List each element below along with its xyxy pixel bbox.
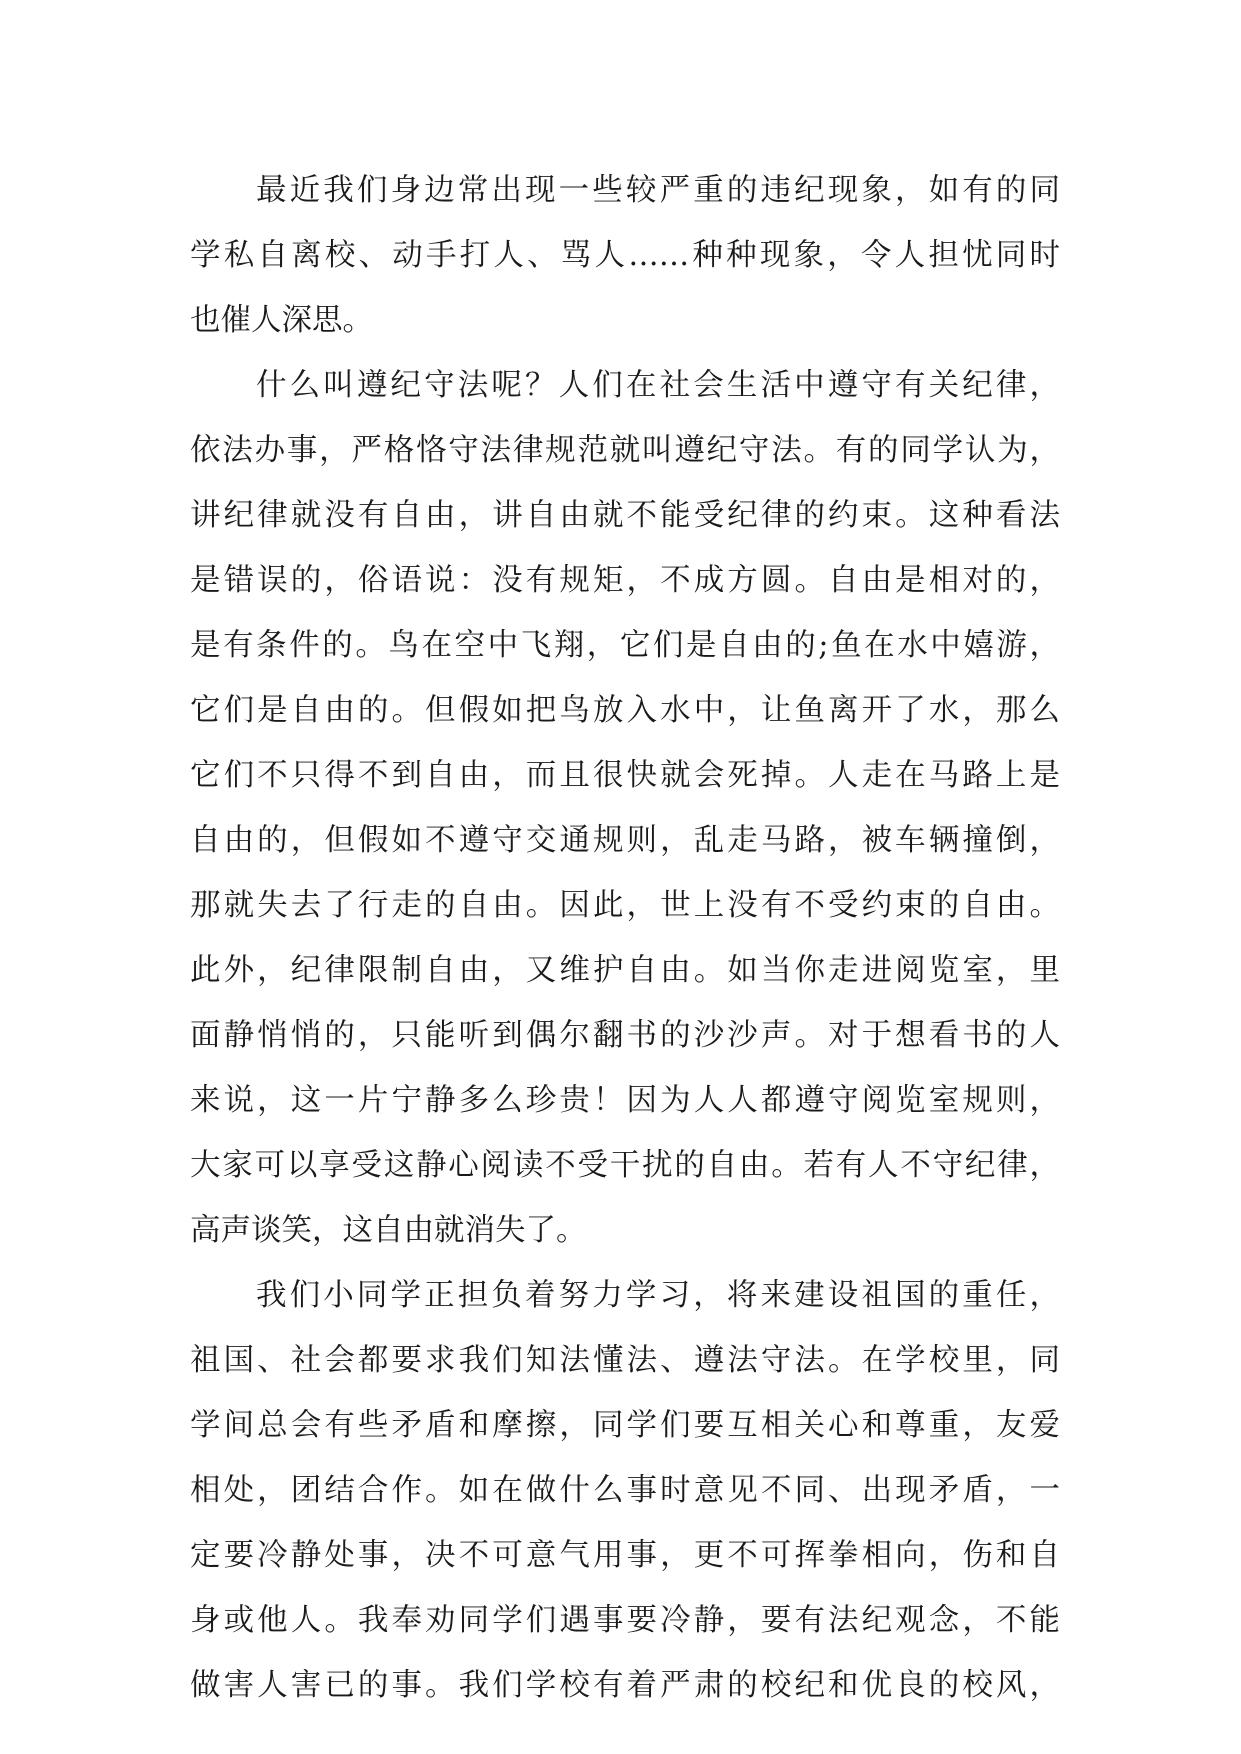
text-line: 自由的，但假如不遵守交通规则，乱走马路，被车辆撞倒，	[190, 823, 1060, 858]
text-line: 是有条件的。鸟在空中飞翔，它们是自由的;鱼在水中嬉游，	[190, 628, 1060, 663]
text-line: 学间总会有些矛盾和摩擦，同学们要互相关心和尊重，友爱	[190, 1408, 1060, 1443]
text-line: 祖国、社会都要求我们知法懂法、遵法守法。在学校里，同	[190, 1343, 1060, 1378]
text-line: 来说，这一片宁静多么珍贵！因为人人都遵守阅览室规则，	[190, 1083, 1060, 1118]
text-line: 学私自离校、动手打人、骂人……种种现象，令人担忧同时	[190, 238, 1060, 273]
text-line: 它们不只得不到自由，而且很快就会死掉。人走在马路上是	[190, 758, 1060, 793]
text-line: 依法办事，严格恪守法律规范就叫遵纪守法。有的同学认为，	[190, 433, 1060, 468]
text-line: 也催人深思。	[190, 303, 373, 338]
text-line: 大家可以享受这静心阅读不受干扰的自由。若有人不守纪律，	[190, 1148, 1060, 1183]
text-line: 相处，团结合作。如在做什么事时意见不同、出现矛盾，一	[190, 1473, 1060, 1508]
text-line: 做害人害已的事。我们学校有着严肃的校纪和优良的校风，	[190, 1668, 1060, 1703]
text-line: 定要冷静处事，决不可意气用事，更不可挥拳相向，伤和自	[190, 1538, 1060, 1573]
essay-body	[190, 158, 1060, 1718]
text-line: 此外，纪律限制自由，又维护自由。如当你走进阅览室，里	[190, 953, 1060, 988]
text-line: 面静悄悄的，只能听到偶尔翻书的沙沙声。对于想看书的人	[190, 1018, 1060, 1053]
text-line: 什么叫遵纪守法呢？人们在社会生活中遵守有关纪律，	[256, 368, 1060, 403]
text-line: 高声谈笑，这自由就消失了。	[190, 1213, 587, 1248]
text-line: 它们是自由的。但假如把鸟放入水中，让鱼离开了水，那么	[190, 693, 1060, 728]
text-line: 最近我们身边常出现一些较严重的违纪现象，如有的同	[256, 173, 1060, 208]
text-line: 那就失去了行走的自由。因此，世上没有不受约束的自由。	[190, 888, 1060, 923]
text-line: 我们小同学正担负着努力学习，将来建设祖国的重任，	[256, 1278, 1060, 1313]
text-line: 身或他人。我奉劝同学们遇事要冷静，要有法纪观念，不能	[190, 1603, 1060, 1638]
text-line: 讲纪律就没有自由，讲自由就不能受纪律的约束。这种看法	[190, 498, 1060, 533]
text-line: 是错误的，俗语说：没有规矩，不成方圆。自由是相对的，	[190, 563, 1060, 598]
